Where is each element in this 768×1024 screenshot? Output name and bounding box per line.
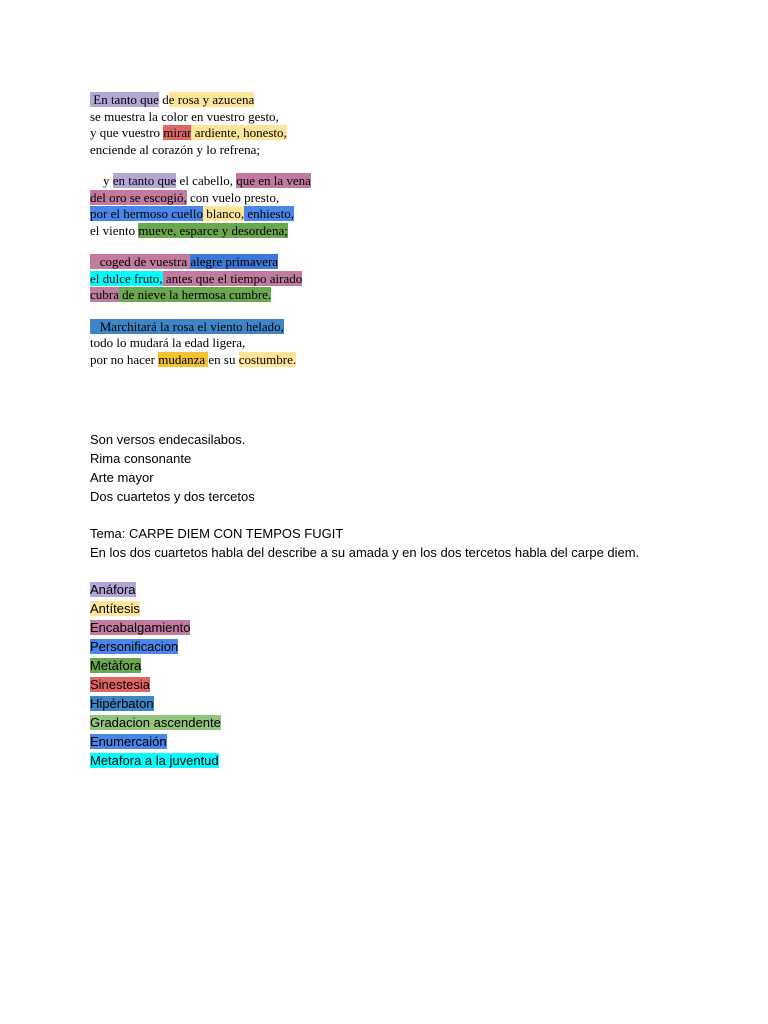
highlighted-phrase: En tanto que	[90, 92, 159, 107]
poem-line	[90, 109, 311, 126]
highlighted-phrase: blanco,	[203, 206, 245, 221]
highlighted-phrase: el dulce fruto,	[90, 270, 163, 286]
highlighted-phrase: por el hermoso cuello	[90, 206, 203, 221]
legend-item	[90, 580, 639, 599]
poem-line	[90, 142, 311, 159]
poem-text: d	[158, 92, 169, 107]
stanza	[90, 92, 311, 158]
stanza	[90, 254, 311, 304]
legend-label: Personificacion	[90, 639, 179, 654]
legend-item	[90, 599, 639, 618]
legend-item	[90, 656, 639, 675]
poem-text: por no hacer	[90, 351, 159, 367]
poem-line	[90, 125, 311, 142]
poem-line	[90, 223, 311, 240]
legend-item	[90, 732, 639, 751]
highlighted-phrase: antes que el tiempo airado	[162, 270, 303, 286]
legend-label: Encabalgamiento	[90, 620, 191, 635]
highlighted-phrase: cubra	[90, 287, 119, 302]
note-art: Arte mayor	[90, 470, 154, 485]
legend-label: Antítesis	[90, 601, 140, 616]
highlighted-phrase: mudanza	[158, 351, 209, 367]
legend-label: Hipérbaton	[90, 696, 154, 711]
highlighted-phrase: mirar	[163, 125, 192, 140]
poem-line	[90, 206, 311, 223]
legend-label: Sinestesia	[90, 677, 150, 692]
highlighted-phrase: alegre primavera	[190, 254, 279, 269]
legend-item	[90, 694, 639, 713]
stanza	[90, 319, 311, 369]
legend-label: Enumercaión	[90, 734, 167, 749]
legend-label: Metafora a la juventud	[90, 753, 219, 768]
highlighted-phrase: del oro se escogió,	[90, 189, 187, 205]
poem-text: en su	[208, 351, 239, 367]
poem-line	[90, 190, 311, 207]
legend-item	[90, 751, 639, 770]
stanza	[90, 173, 311, 239]
note-rhyme: Rima consonante	[90, 451, 192, 466]
highlighted-phrase: e rosa y azucena	[168, 92, 255, 107]
note-verse-type: Son versos endecasilabos.	[90, 432, 246, 447]
spacer	[90, 506, 639, 524]
legend-item	[90, 675, 639, 694]
poem-text: con vuelo presto,	[186, 189, 280, 205]
poem-text: y que vuestro	[90, 125, 164, 140]
poem-line	[90, 271, 311, 288]
poem-line	[90, 335, 311, 352]
poem-text: el cabello,	[176, 173, 237, 188]
analysis-notes	[90, 430, 639, 770]
poem-text: enciende al corazón y lo refrena;	[90, 141, 260, 157]
highlighted-phrase: costumbre.	[238, 351, 297, 367]
poem-line	[90, 352, 311, 369]
highlighted-phrase: mueve, esparce y desordena;	[138, 222, 288, 238]
poem-text: y	[90, 173, 113, 188]
highlighted-phrase: coged de vuestra	[90, 254, 191, 269]
poem-text: todo lo mudará la edad ligera,	[90, 335, 246, 350]
highlighted-phrase: enhiesto,	[244, 206, 294, 221]
legend-item	[90, 637, 639, 656]
theme-title: Tema: CARPE DIEM CON TEMPOS FUGIT	[90, 526, 344, 541]
poem	[90, 92, 311, 368]
legend-label: Anáfora	[90, 582, 136, 597]
poem-text: el viento	[90, 222, 139, 238]
highlighted-phrase: de nieve la hermosa cumbre.	[118, 287, 272, 302]
theme-description: En los dos cuartetos habla del describe a su amada y en los dos tercetos habla del carpe diem.	[90, 545, 640, 560]
legend-label: Gradacion ascendente	[90, 715, 221, 730]
poem-line	[90, 92, 311, 109]
legend-item	[90, 713, 639, 732]
highlighted-phrase: ardiente, honesto,	[191, 125, 287, 140]
spacer	[90, 562, 639, 580]
figures-legend	[90, 580, 639, 770]
poem-line	[90, 287, 311, 304]
legend-item	[90, 618, 639, 637]
poem-line	[90, 254, 311, 271]
poem-text: se muestra la color en vuestro gesto,	[90, 108, 279, 124]
highlighted-phrase: que en la vena	[236, 173, 311, 188]
highlighted-phrase: Marchitará la rosa el viento helado,	[90, 318, 284, 334]
highlighted-phrase: en tanto que	[112, 173, 177, 188]
note-structure: Dos cuartetos y dos tercetos	[90, 489, 255, 504]
poem-line	[90, 319, 311, 336]
legend-label: Metàfora	[90, 658, 142, 673]
poem-line	[90, 173, 311, 190]
